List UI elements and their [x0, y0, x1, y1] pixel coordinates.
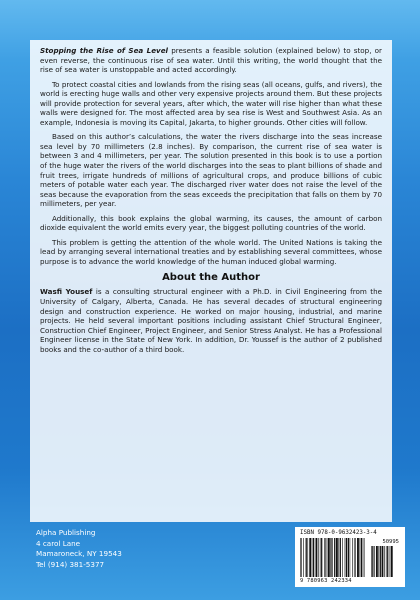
blurb-paragraph-1-text: presents a feasible solution (explained below) to stop, or even reverse, the continuous rise of sea water. Until this writing, the world thought that the rise of sea water is unstoppable and acted accordingly.	[40, 46, 382, 75]
addon-barcode-bars	[371, 546, 399, 577]
blurb-panel	[30, 40, 392, 522]
ean-barcode-bars	[300, 538, 368, 577]
isbn-barcode	[295, 527, 405, 587]
ean-digits: 9 780963 242334	[300, 578, 352, 584]
author-name: Wasfi Yousef	[40, 287, 93, 297]
about-author-heading: About the Author	[162, 272, 260, 284]
author-bio-text: is a consulting structural engineer with a Ph.D. in Civil Engineering from the University of Calgary, Alberta, Canada. He has several decades of structural engineering design and construction experience. He worked on major housing, industrial, and marine projects. He held several important positions including assistant Chief Structural Engineer, Construction Chief Engineer, Project Engineer, and Senior Stress Analyst. He has a Professional Engineer license in the State of New York. In addition, Dr. Youssef is the author of 2 published books and the co-author of a third book.	[40, 287, 382, 354]
blurb-paragraph-2: To protect coastal cities and lowlands from the rising seas (all oceans, gulfs, and rivers), the world is erecting huge walls and other very expensive projects around them. But these projects will provide protection for several years, after which, the water will rise higher than what these walls were designed for. The most affected area by sea rise is West and Southwest Asia. As an example, Indonesia is moving its Capital, Jakarta, to higher grounds. Other cities will follow.	[40, 79, 382, 127]
blurb-paragraph-4: Additionally, this book explains the global warming, its causes, the amount of carbon dioxide equivalent the world emits every year, the biggest polluting countries of the world.	[40, 213, 382, 233]
publisher-info	[36, 528, 122, 570]
book-title: Stopping the Rise of Sea Level	[40, 46, 168, 55]
blurb-paragraph-1	[40, 46, 382, 75]
blurb-paragraph-3: Based on this author’s calculations, the water the rivers discharge into the seas increase sea level by 70 millimeters (2.8 inches). By comparison, the current rise of sea water is between 3 and 4 millimeters, per year. The solution presented in this book is to use a portion of the huge water the rivers of the world discharges into the seas to plant billions of shade and fruit trees, irrigate hundreds of millions of agricultural crops, and produce billions of cubic meters of potable water each year. The discharged river water does not raise the level of the seas because the evaporation from the seas exceeds the precipitation that falls on them by 70 millimeters, per year.	[40, 132, 382, 209]
price-code: 50995	[382, 539, 399, 545]
publisher-street: 4 carol Lane	[36, 538, 81, 548]
publisher-name: Alpha Publishing	[36, 528, 96, 537]
author-bio	[40, 287, 382, 354]
isbn-text: ISBN 978-0-9632423-3-4	[300, 530, 377, 536]
publisher-city: Mamaroneck, NY 19543	[36, 549, 122, 559]
publisher-phone: Tel (914) 381-5377	[36, 559, 105, 569]
blurb-paragraph-5: This problem is getting the attention of the whole world. The United Nations is taking the lead by arranging several international treaties and by establishing several committees, whose purpose is to advance the world knowledge of the human induced global warming.	[40, 237, 382, 266]
